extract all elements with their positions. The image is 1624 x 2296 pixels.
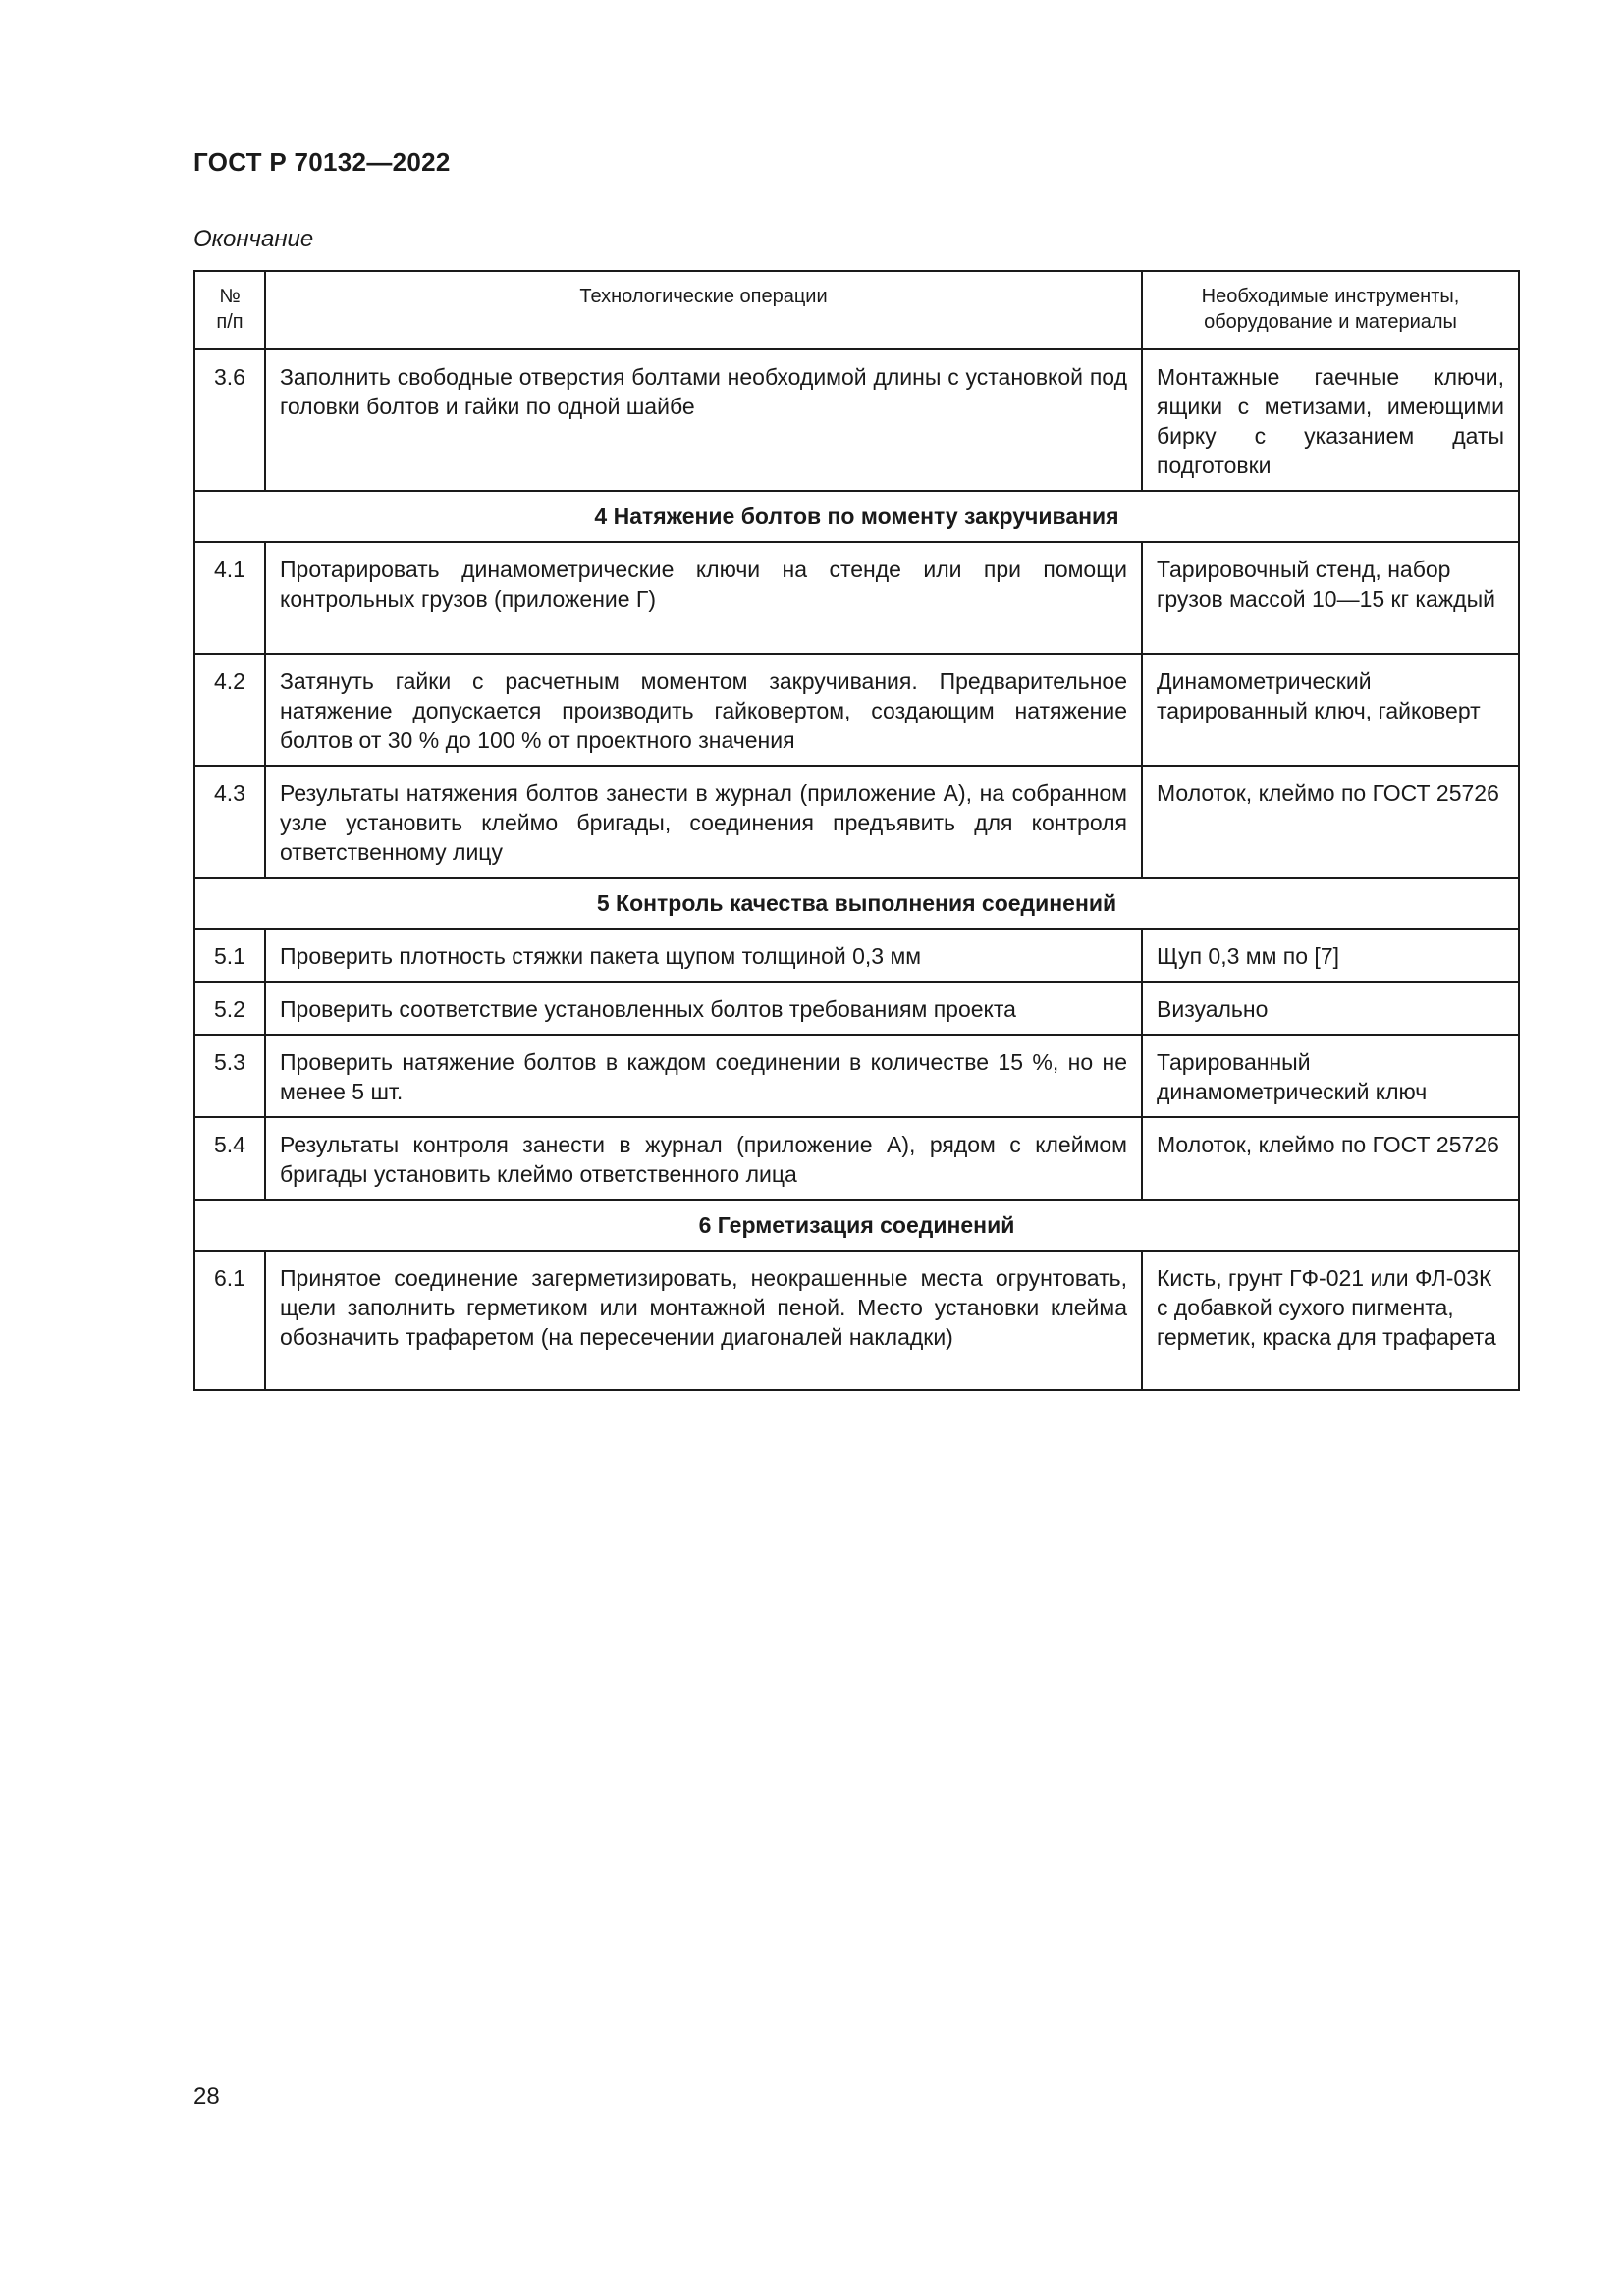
- section-heading: 4 Натяжение болтов по моменту закручивания: [194, 491, 1519, 542]
- operation-cell: Протарировать динамометрические ключи на стенде или при помощи контрольных грузов (приложение Г): [265, 542, 1142, 654]
- column-header-operations: Технологические операции: [265, 271, 1142, 349]
- table-row: [194, 766, 1519, 878]
- tools-cell: Молоток, клеймо по ГОСТ 25726: [1142, 1117, 1519, 1200]
- row-number: 5.2: [194, 982, 265, 1035]
- row-number: 5.1: [194, 929, 265, 982]
- section-row: [194, 878, 1519, 929]
- table-row: [194, 654, 1519, 766]
- table-row: [194, 349, 1519, 491]
- tools-cell: Тарированный динамометрический ключ: [1142, 1035, 1519, 1117]
- section-row: [194, 1200, 1519, 1251]
- operation-cell: Принятое соединение загерметизировать, неокрашенные места огрунтовать, щели заполнить герметиком или монтажной пеной. Место установки клейма обозначить трафаретом (на пересечении диагоналей накладки): [265, 1251, 1142, 1390]
- table-header-row: [194, 271, 1519, 349]
- operation-cell: Результаты контроля занести в журнал (приложение А), рядом с клеймом бригады установить клеймо ответственного лица: [265, 1117, 1142, 1200]
- table-row: [194, 1035, 1519, 1117]
- operation-cell: Затянуть гайки с расчетным моментом закручивания. Предварительное натяжение допускается производить гайковертом, создающим натяжение болтов от 30 % до 100 % от проектного значения: [265, 654, 1142, 766]
- column-header-tools: Необходимые инструменты, оборудование и материалы: [1142, 271, 1519, 349]
- tools-cell: Щуп 0,3 мм по [7]: [1142, 929, 1519, 982]
- operation-cell: Результаты натяжения болтов занести в журнал (приложение А), на собранном узле установить клеймо бригады, соединения предъявить для контроля ответственному лицу: [265, 766, 1142, 878]
- document-code: ГОСТ Р 70132—2022: [193, 147, 451, 177]
- tools-cell: Визуально: [1142, 982, 1519, 1035]
- section-row: [194, 491, 1519, 542]
- tools-cell: Кисть, грунт ГФ-021 или ФЛ-03К с добавкой сухого пигмента, герметик, краска для трафарета: [1142, 1251, 1519, 1390]
- table-continuation-label: Окончание: [193, 226, 314, 252]
- table-row: [194, 929, 1519, 982]
- table-row: [194, 1117, 1519, 1200]
- table-row: [194, 982, 1519, 1035]
- column-header-number: № п/п: [194, 271, 265, 349]
- row-number: 5.3: [194, 1035, 265, 1117]
- section-heading: 6 Герметизация соединений: [194, 1200, 1519, 1251]
- operations-table: [193, 270, 1520, 1391]
- table-row: [194, 1251, 1519, 1390]
- tools-cell: Молоток, клеймо по ГОСТ 25726: [1142, 766, 1519, 878]
- row-number: 4.1: [194, 542, 265, 654]
- row-number: 4.2: [194, 654, 265, 766]
- table-row: [194, 542, 1519, 654]
- tools-cell: Тарировочный стенд, набор грузов массой 10—15 кг каждый: [1142, 542, 1519, 654]
- operation-cell: Проверить плотность стяжки пакета щупом толщиной 0,3 мм: [265, 929, 1142, 982]
- row-number: 3.6: [194, 349, 265, 491]
- operation-cell: Проверить соответствие установленных болтов требованиям проекта: [265, 982, 1142, 1035]
- tools-cell: Динамометрический тарированный ключ, гайковерт: [1142, 654, 1519, 766]
- operation-cell: Заполнить свободные отверстия болтами необходимой длины с установкой под головки болтов и гайки по одной шайбе: [265, 349, 1142, 491]
- section-heading: 5 Контроль качества выполнения соединений: [194, 878, 1519, 929]
- row-number: 5.4: [194, 1117, 265, 1200]
- operation-cell: Проверить натяжение болтов в каждом соединении в количестве 15 %, но не менее 5 шт.: [265, 1035, 1142, 1117]
- row-number: 4.3: [194, 766, 265, 878]
- page-number: 28: [193, 2083, 220, 2109]
- tools-cell: Монтажные гаечные ключи, ящики с метизами, имеющими бирку с указанием даты подготовки: [1142, 349, 1519, 491]
- row-number: 6.1: [194, 1251, 265, 1390]
